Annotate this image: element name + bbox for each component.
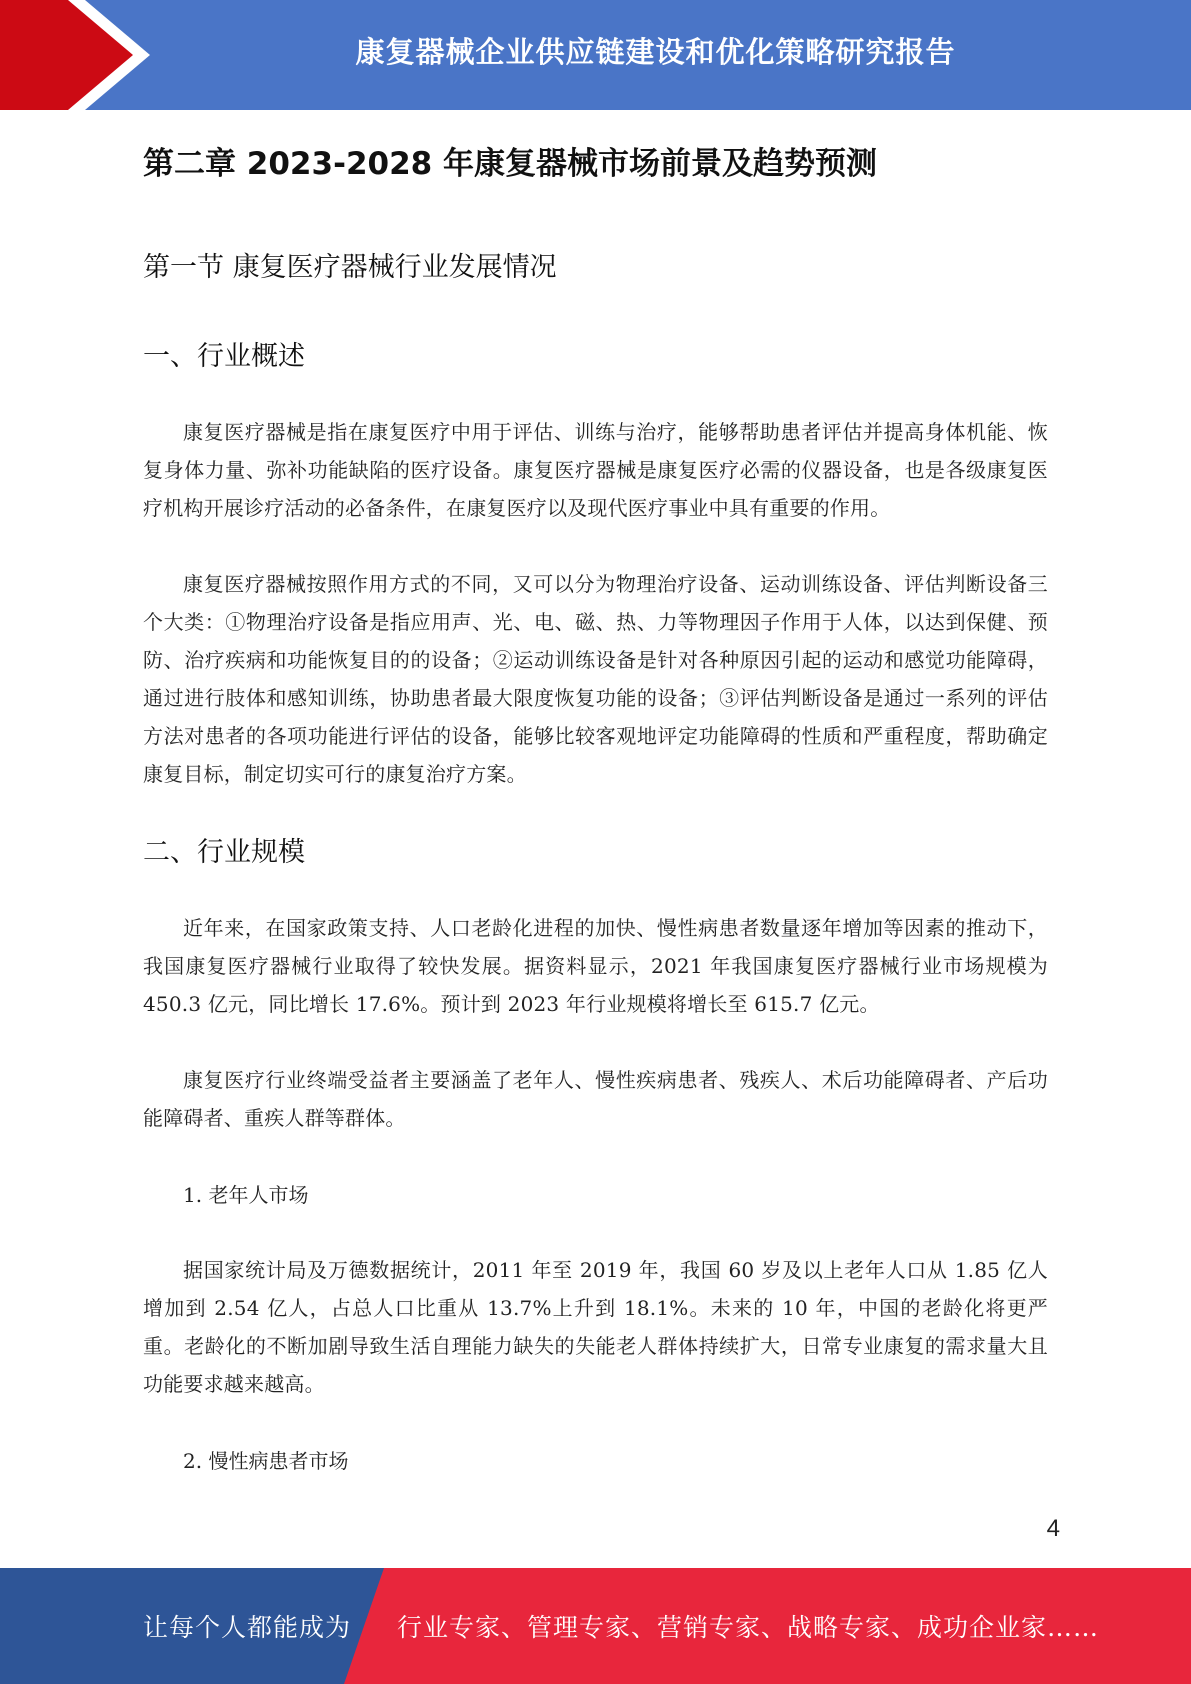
paragraph: 近年来，在国家政策支持、人口老龄化进程的加快、慢性病患者数量逐年增加等因素的推动下，我国康复医疗器械行业取得了较快发展。据资料显示，2021 年我国康复医疗器械行业市场规模为 450.3 亿元，同比增长 17.6%。预计到 2023 年行业规模将增长至 615.7 亿元。 <box>143 916 1048 1016</box>
chapter-title: 第二章 2023-2028 年康复器械市场前景及趋势预测 <box>143 146 878 182</box>
page-number: 4 <box>1046 1515 1060 1542</box>
section-title: 第一节 康复医疗器械行业发展情况 <box>143 252 557 283</box>
page-header <box>0 0 1191 110</box>
list-item-heading: 1. 老年人市场 <box>183 1183 309 1207</box>
report-title: 康复器械企业供应链建设和优化策略研究报告 <box>355 34 956 69</box>
paragraph: 据国家统计局及万德数据统计，2011 年至 2019 年，我国 60 岁及以上老年人口从 1.85 亿人增加到 2.54 亿人，占总人口比重从 13.7%上升到 18.1%。未来的 10 年，中国的老龄化将更严重。老龄化的不断加剧导致生活自理能力缺失的失能老人群体持续扩大，日常专业康复的需求量大且功能要求越来越高。 <box>143 1258 1048 1396</box>
footer-slogan-right: 行业专家、管理专家、营销专家、战略专家、成功企业家…… <box>397 1613 1100 1642</box>
paragraph: 康复医疗器械按照作用方式的不同，又可以分为物理治疗设备、运动训练设备、评估判断设备三个大类：①物理治疗设备是指应用声、光、电、磁、热、力等物理因子作用于人体，以达到保健、预防、治疗疾病和功能恢复目的的设备；②运动训练设备是针对各种原因引起的运动和感觉功能障碍，通过进行肢体和感知训练，协助患者最大限度恢复功能的设备；③评估判断设备是通过一系列的评估方法对患者的各项功能进行评估的设备，能够比较客观地评定功能障碍的性质和严重程度，帮助确定康复目标，制定切实可行的康复治疗方案。 <box>143 572 1048 786</box>
list-item-heading: 2. 慢性病患者市场 <box>183 1449 349 1473</box>
page-footer <box>0 1568 1191 1684</box>
footer-slogan-left: 让每个人都能成为 <box>143 1613 352 1642</box>
subsection-title-overview: 一、行业概述 <box>143 341 305 372</box>
paragraph: 康复医疗行业终端受益者主要涵盖了老年人、慢性疾病患者、残疾人、术后功能障碍者、产后功能障碍者、重疾人群等群体。 <box>143 1068 1048 1130</box>
subsection-title-scale: 二、行业规模 <box>143 837 305 868</box>
paragraph: 康复医疗器械是指在康复医疗中用于评估、训练与治疗，能够帮助患者评估并提高身体机能、恢复身体力量、弥补功能缺陷的医疗设备。康复医疗器械是康复医疗必需的仪器设备，也是各级康复医疗机构开展诊疗活动的必备条件，在康复医疗以及现代医疗事业中具有重要的作用。 <box>143 420 1048 520</box>
header-arrow-decoration <box>0 0 160 110</box>
